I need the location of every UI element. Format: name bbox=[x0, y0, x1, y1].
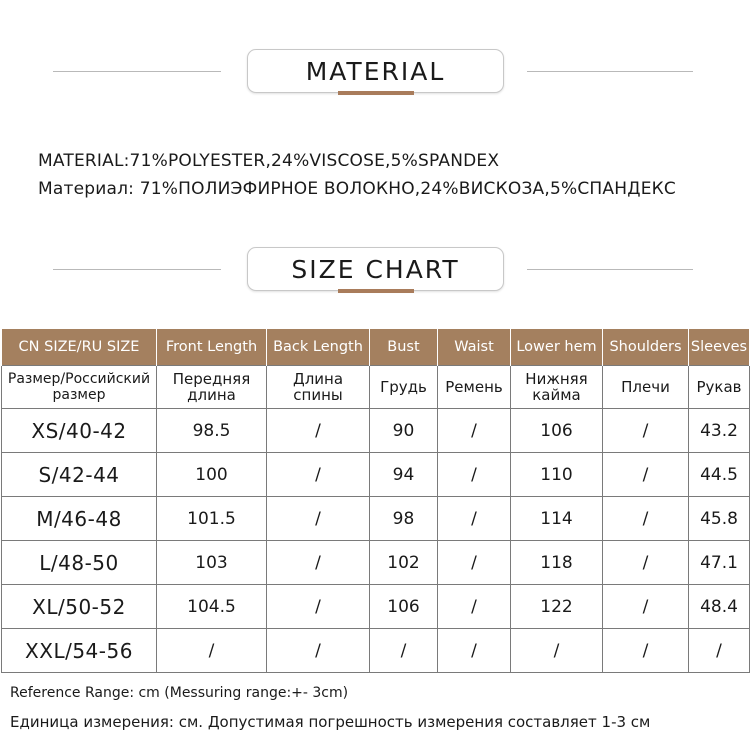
material-title: MATERIAL bbox=[305, 56, 446, 86]
table-cell: / bbox=[267, 629, 370, 673]
table-cell: / bbox=[603, 453, 689, 497]
header-cell: CN SIZE/RU SIZE bbox=[2, 329, 157, 366]
material-text-en: MATERIAL:71%POLYESTER,24%VISCOSE,5%SPANDEX bbox=[38, 151, 500, 171]
table-cell: 106 bbox=[370, 585, 438, 629]
table-cell: / bbox=[603, 541, 689, 585]
table-cell: 100 bbox=[157, 453, 267, 497]
header-cell-ru: Ремень bbox=[438, 366, 511, 409]
table-cell: 48.4 bbox=[689, 585, 750, 629]
table-cell: 90 bbox=[370, 409, 438, 453]
table-cell: / bbox=[157, 629, 267, 673]
table-cell: 47.1 bbox=[689, 541, 750, 585]
size-cell: L/48-50 bbox=[2, 541, 157, 585]
table-cell: 94 bbox=[370, 453, 438, 497]
table-cell: 101.5 bbox=[157, 497, 267, 541]
header-cell: Lower hem bbox=[511, 329, 603, 366]
title-underline bbox=[338, 91, 414, 95]
table-row bbox=[2, 541, 750, 585]
table-cell: 103 bbox=[157, 541, 267, 585]
header-cell-ru: Передняя длина bbox=[157, 366, 267, 409]
table-row bbox=[2, 453, 750, 497]
table-cell: 98 bbox=[370, 497, 438, 541]
table-row bbox=[2, 497, 750, 541]
size-cell: XS/40-42 bbox=[2, 409, 157, 453]
header-cell-ru: Рукав bbox=[689, 366, 750, 409]
table-cell: 122 bbox=[511, 585, 603, 629]
table-header-row-ru bbox=[2, 366, 750, 409]
table-cell: / bbox=[267, 585, 370, 629]
table-header-row bbox=[2, 329, 750, 366]
table-cell: 45.8 bbox=[689, 497, 750, 541]
table-cell: / bbox=[267, 453, 370, 497]
measurement-note-ru: Единица измерения: см. Допустимая погрешность измерения составляет 1-3 см bbox=[10, 713, 651, 731]
header-cell-ru: Нижняя кайма bbox=[511, 366, 603, 409]
table-cell: / bbox=[438, 629, 511, 673]
divider-right bbox=[527, 71, 693, 72]
material-text-ru: Материал: 71%ПОЛИЭФИРНОЕ ВОЛОКНО,24%ВИСКОЗА,5%СПАНДЕКС bbox=[38, 179, 676, 199]
table-cell: / bbox=[438, 453, 511, 497]
table-cell: / bbox=[267, 541, 370, 585]
table-cell: 43.2 bbox=[689, 409, 750, 453]
table-row bbox=[2, 409, 750, 453]
table-cell: / bbox=[603, 497, 689, 541]
header-cell-ru: Длина спины bbox=[267, 366, 370, 409]
size-cell: XXL/54-56 bbox=[2, 629, 157, 673]
header-cell-ru: Грудь bbox=[370, 366, 438, 409]
table-row bbox=[2, 585, 750, 629]
table-cell: / bbox=[603, 409, 689, 453]
table-row bbox=[2, 629, 750, 673]
title-underline bbox=[338, 289, 414, 293]
table-cell: / bbox=[438, 409, 511, 453]
table-cell: / bbox=[370, 629, 438, 673]
divider-left bbox=[53, 269, 221, 270]
size-cell: S/42-44 bbox=[2, 453, 157, 497]
header-cell: Sleeves bbox=[689, 329, 750, 366]
table-cell: / bbox=[511, 629, 603, 673]
table-cell: 118 bbox=[511, 541, 603, 585]
header-cell: Bust bbox=[370, 329, 438, 366]
material-title-pill bbox=[247, 49, 504, 93]
table-cell: / bbox=[603, 585, 689, 629]
header-cell: Back Length bbox=[267, 329, 370, 366]
table-cell: 102 bbox=[370, 541, 438, 585]
header-cell: Front Length bbox=[157, 329, 267, 366]
header-cell: Shoulders bbox=[603, 329, 689, 366]
header-cell: Waist bbox=[438, 329, 511, 366]
size-chart-title: SIZE CHART bbox=[291, 254, 460, 284]
table-cell: 110 bbox=[511, 453, 603, 497]
table-cell: 44.5 bbox=[689, 453, 750, 497]
table-cell: 106 bbox=[511, 409, 603, 453]
material-section-header bbox=[0, 49, 750, 95]
divider-left bbox=[53, 71, 221, 72]
reference-range-note: Reference Range: cm (Messuring range:+- 3cm) bbox=[10, 685, 349, 701]
divider-right bbox=[527, 269, 693, 270]
table-cell: / bbox=[267, 409, 370, 453]
table-cell: 114 bbox=[511, 497, 603, 541]
table-cell: / bbox=[267, 497, 370, 541]
header-cell-ru: Размер/Российский размер bbox=[2, 366, 157, 409]
table-cell: / bbox=[438, 585, 511, 629]
table-cell: 104.5 bbox=[157, 585, 267, 629]
table-cell: 98.5 bbox=[157, 409, 267, 453]
size-cell: M/46-48 bbox=[2, 497, 157, 541]
table-cell: / bbox=[603, 629, 689, 673]
size-cell: XL/50-52 bbox=[2, 585, 157, 629]
header-cell-ru: Плечи bbox=[603, 366, 689, 409]
size-chart-title-pill bbox=[247, 247, 504, 291]
table-cell: / bbox=[438, 497, 511, 541]
size-chart-table bbox=[1, 329, 750, 673]
table-cell: / bbox=[438, 541, 511, 585]
table-cell: / bbox=[689, 629, 750, 673]
size-chart-section-header bbox=[0, 247, 750, 293]
